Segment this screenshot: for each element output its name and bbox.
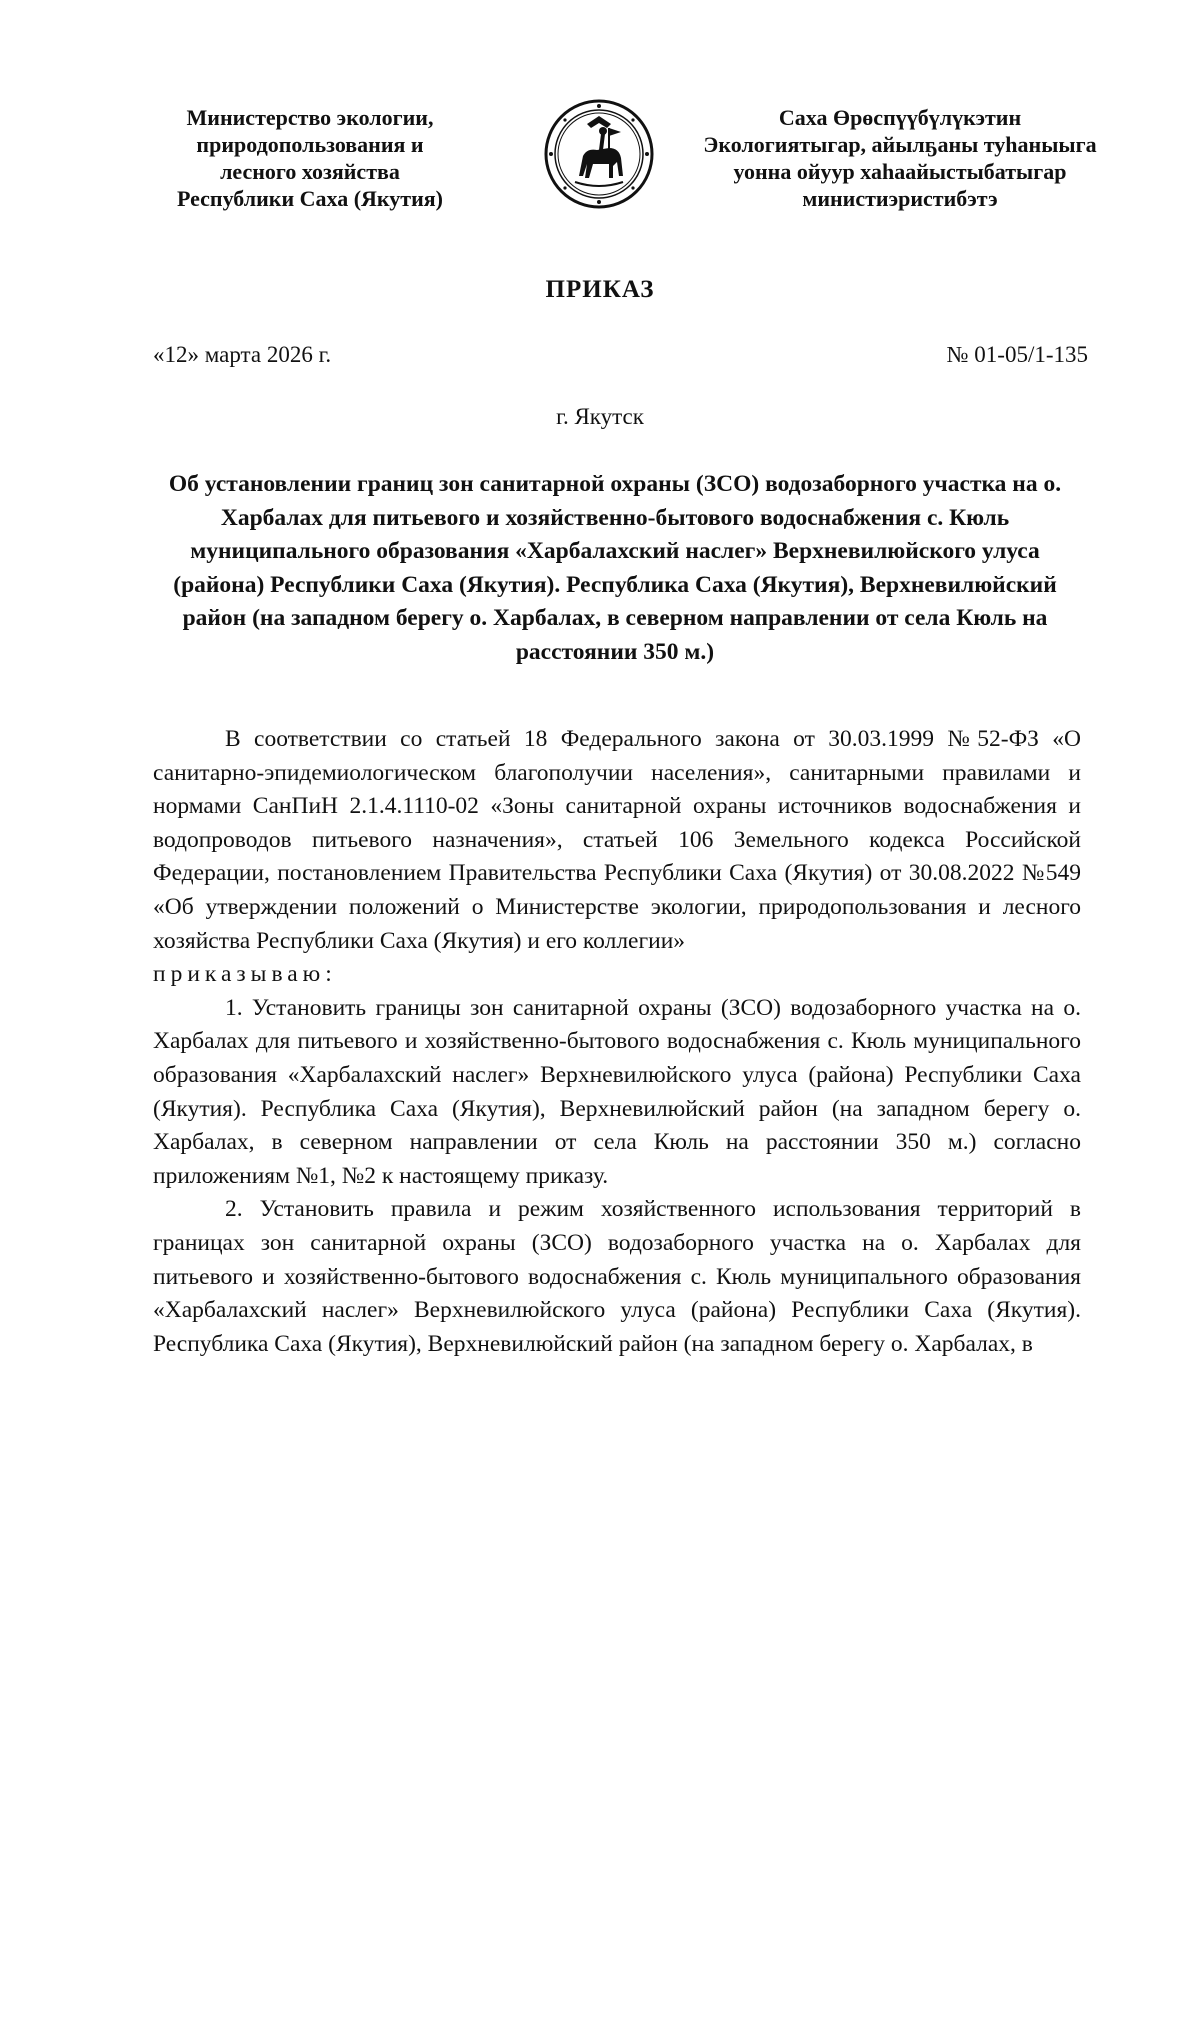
order-body <box>153 723 1081 1361</box>
header-right-line: Саха Өрөспүүбүлүкэтин <box>778 105 1022 130</box>
header-right-line: уонна ойуур хаһаайыстыбатыгар <box>733 159 1067 184</box>
header-left-line: природопользования и <box>196 132 424 157</box>
order-number: № 01-05/1-135 <box>946 342 1088 367</box>
header-left-line: Республики Саха (Якутия) <box>176 186 444 211</box>
ministry-name-sakha <box>700 104 1100 212</box>
header-right-line: министиэристибэтэ <box>802 186 998 211</box>
document-title: ПРИКАЗ <box>545 276 655 303</box>
header-left-line: лесного хозяйства <box>220 159 400 184</box>
sakha-coat-of-arms-icon <box>543 98 655 210</box>
order-item-1: 1. Установить границы зон санитарной охраны (ЗСО) водозаборного участка на о. Харбалах для питьевого и хозяйственно-бытового водоснабжения с. Кюль муниципального образования «Харбалахский наслег» Верхневилюйского улуса (района) Республики Саха (Якутия). Республика Саха (Якутия), Верхневилюйский район (на западном берегу о. Харбалах, в северном направлении от села Кюль на расстоянии 350 м.) согласно приложениям №1, №2 к настоящему приказу. <box>153 994 1081 1189</box>
preamble-paragraph: В соответствии со статьей 18 Федерального закона от 30.03.1999 №52-ФЗ «О санитарно-эпидемиологическом благополучии населения», санитарными правилами и нормами СанПиН 2.1.4.1110-02 «Зоны санитарной охраны источников водоснабжения и водопроводов питьевого назначения», статьей 106 Земельного кодекса Российской Федерации, постановлением Правительства Республики Саха (Якутия) от 30.08.2022 №549 «Об утверждении положений о Министерстве экологии, природопользования и лесного хозяйства Республики Саха (Якутия) и его коллегии» <box>153 726 1081 954</box>
order-date: «12» марта 2026 г. <box>153 342 332 367</box>
ministry-name-russian <box>150 104 470 212</box>
issue-city: г. Якутск <box>556 404 644 429</box>
header-right-line: Экологиятыгар, айылҕаны туһаныыга <box>703 132 1097 157</box>
header-left-line: Министерство экологии, <box>186 105 434 130</box>
order-item-2: 2. Установить правила и режим хозяйственного использования территорий в границах зон санитарной охраны (ЗСО) водозаборного участка на о. Харбалах для питьевого и хозяйственно-бытового водоснабжения с. Кюль муниципального образования «Харбалахский наслег» Верхневилюйского улуса (района) Республики Саха (Якутия). Республика Саха (Якутия), Верхневилюйский район (на западном берегу о. Харбалах, в <box>153 1196 1081 1357</box>
order-directive: приказываю: <box>153 961 337 988</box>
order-subject: Об установлении границ зон санитарной охраны (ЗСО) водозаборного участка на о. Харбалах для питьевого и хозяйственно-бытового водоснабжения с. Кюль муниципального образования «Харбалахский наслег» Верхневилюйского улуса (района) Республики Саха (Якутия). Республика Саха (Якутия), Верхневилюйский район (на западном берегу о. Харбалах, в северном направлении от села Кюль на расстоянии 350 м.) <box>168 471 1062 665</box>
